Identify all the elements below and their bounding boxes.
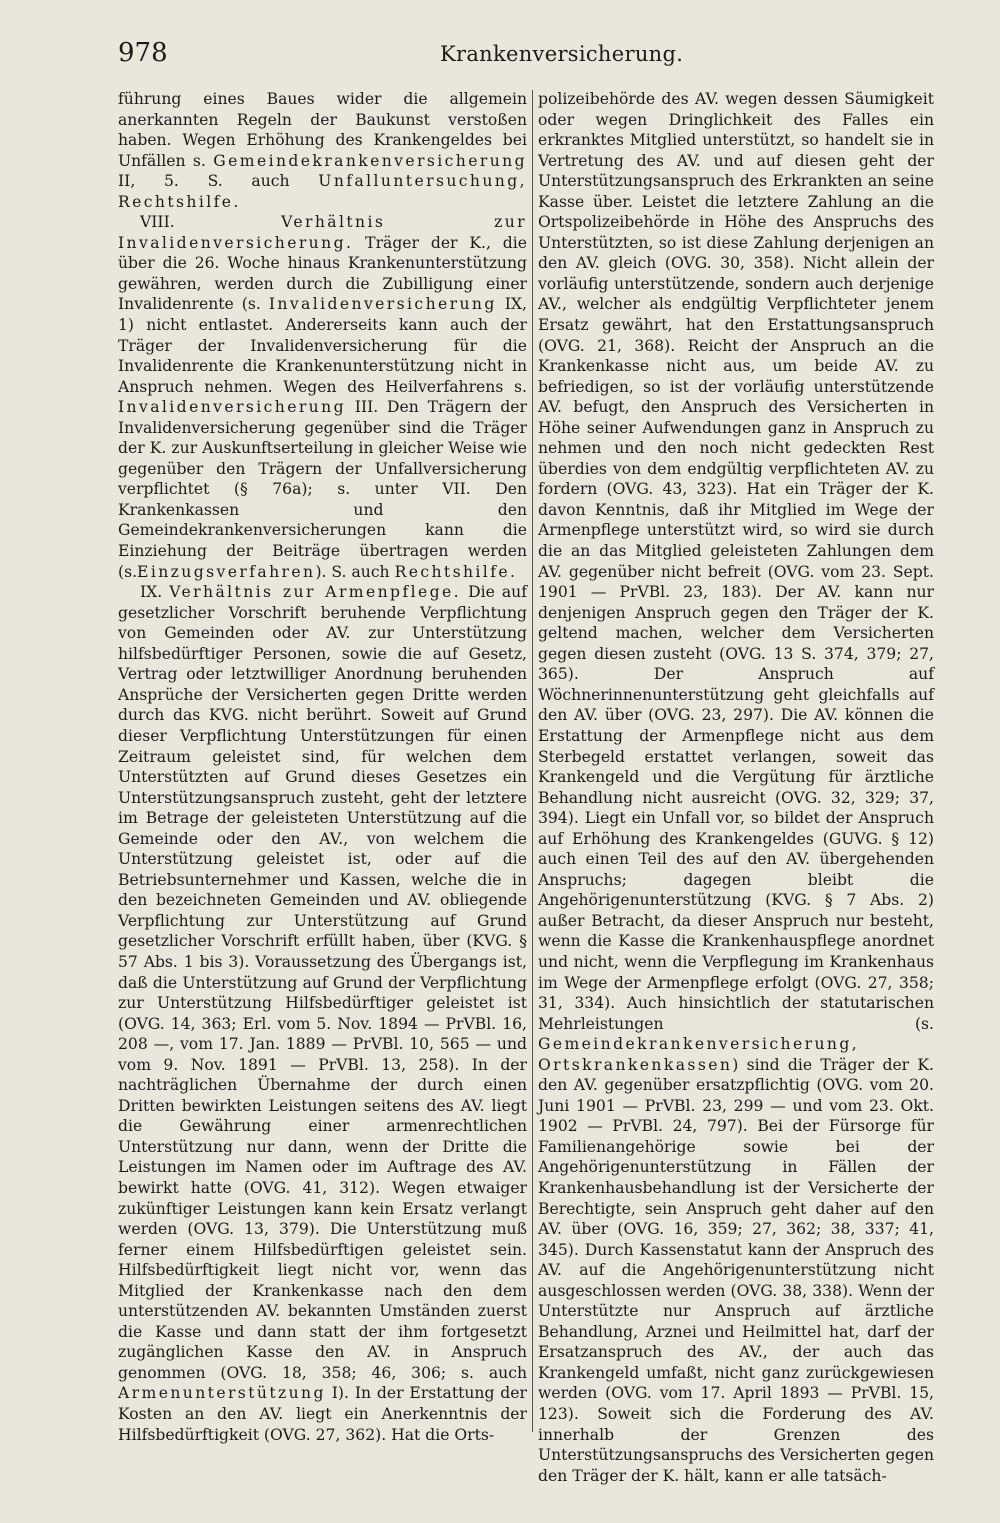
- cross-reference: Einzugsverfahren: [137, 562, 316, 581]
- section-number: IX.: [140, 583, 163, 602]
- cross-reference: Unfalluntersuchung, Rechtshilfe.: [118, 172, 527, 211]
- cross-reference: Invalidenversicherung: [118, 398, 346, 417]
- section-ix: IX. Verhältnis zur Armenpflege. Die auf gesetzlicher Vorschrift beruhende Verpflichtung von Gemeinden oder AV. zur Unterstützung hilfsbedürftiger Personen, sowie die auf Gesetz, Vertrag oder letztwilliger Anordnung beruhenden Ansprüche der Versicherten gegen Dritte werden durch das KVG. nicht berührt. Soweit auf Grund dieser Verpflichtung Unterstützungen für einen Zeitraum geleistet sind, für welchen dem Unterstützten auf Grund dieses Gesetzes ein Unterstützungsanspruch zusteht, geht der letztere im Betrage der geleisteten Unterstützung auf die Gemeinde oder den AV., von welchem die Unterstützung geleistet ist, oder auf die Betriebsunternehmer und Kassen, welche die in den bezeichneten Gemeinden und AV. obliegende Verpflichtung zur Unterstützung auf Grund gesetzlicher Vorschrift erfüllt haben, über (KVG. § 57 Abs. 1 bis 3). Voraussetzung des Übergangs ist, daß die Unterstützung auf Grund der Verpflichtung zur Unterstützung Hilfsbedürftiger geleistet ist (OVG. 14, 363; Erl. vom 5. Nov. 1894 — PrVBl. 16, 208 —, vom 17. Jan. 1889 — PrVBl. 10, 565 — und vom 9. Nov. 1891 — PrVBl. 13, 258). In der nachträglichen Übernahme der durch einen Dritten bewirkten Leistungen seitens des AV. liegt die Gewährung einer armenrechtlichen Unterstützung nur dann, wenn der Dritte die Leistungen im Namen oder im Auftrage des AV. bewirkt hatte (OVG. 41, 312). Wegen etwaiger zukünftiger Leistungen kann kein Ersatz verlangt werden (OVG. 13, 379). Die Unterstützung muß ferner einem Hilfsbedürftigen geleistet sein. Hilfsbedürftigkeit liegt nicht vor, wenn das Mitglied der Krankenkasse nach den dem unterstützenden AV. bekannten Umständen zuerst die Kasse und dann statt der ihm fortgesetzt zugänglichen Kasse den AV. in Anspruch genommen (OVG. 18, 358; 46, 306; s. auch Armenunterstützung I). In der Erstattung der Kosten an den AV. liegt ein Anerkenntnis der Hilfsbedürftigkeit (OVG. 27, 362). Hat die Orts-: [118, 583, 527, 1444]
- paragraph: polizeibehörde des AV. wegen dessen Säumigkeit oder wegen Dringlichkeit des Falles ein erkranktes Mitglied unterstützt, so handelt sie in Vertretung des AV. und auf diesen geht der Unterstützungsanspruch des Erkrankten an seine Kasse über. Leistet die letztere Zahlung an die Ortspolizeibehörde in Höhe des Anspruchs des Unterstützten, so ist diese Zahlung derjenigen an den AV. gleich (OVG. 30, 358). Nicht allein der vorläufig unterstützende, sondern auch derjenige AV., welcher als endgültig Verpflichteter jenem Ersatz gewährt, hat den Erstattungsanspruch (OVG. 21, 368). Reicht der Anspruch an die Krankenkasse nicht aus, um beide AV. zu befriedigen, so ist der vorläufig unterstützende AV. befugt, den Anspruch des Versicherten in Höhe seiner Aufwendungen ganz in Anspruch zu nehmen und den noch nicht gedeckten Rest überdies von dem endgültig verpflichteten AV. zu fordern (OVG. 43, 323). Hat ein Träger der K. davon Kenntnis, daß ihr Mitglied im Wege der Armenpflege unterstützt wird, so wird sie durch die an das Mitglied geleisteten Zahlungen dem AV. gegenüber nicht befreit (OVG. vom 23. Sept. 1901 — PrVBl. 23, 183). Der AV. kann nur denjenigen Anspruch gegen den Träger der K. geltend machen, welcher dem Versicherten gegen diesen zusteht (OVG. 13 S. 374, 379; 27, 365). Der Anspruch auf Wöchnerinnenunterstützung geht gleichfalls auf den AV. über (OVG. 23, 297). Die AV. können die Erstattung der Armenpflege nicht aus dem Sterbegeld erstattet verlangen, soweit das Krankengeld und die Vergütung für ärztliche Behandlung nicht ausreicht (OVG. 32, 329; 37, 394). Liegt ein Unfall vor, so bildet der Anspruch auf Erhöhung des Krankengeldes (GUVG. § 12) auch einen Teil des auf den AV. übergehenden Anspruchs; dagegen bleibt die Angehörigenunterstützung (KVG. § 7 Abs. 2) außer Betracht, da dieser Anspruch nur besteht, wenn die Kasse die Krankenhauspflege anordnet und nicht, wenn die Verpflegung im Krankenhaus im Wege der Armenpflege erfolgt (OVG. 27, 358; 31, 334). Auch hinsichtlich der statutarischen Mehrleistungen (s. Gemeindekrankenversicherung, Ortskrankenkassen) sind die Träger der K. den AV. gegenüber ersatzpflichtig (OVG. vom 20. Juni 1901 — PrVBl. 23, 299 — und vom 23. Okt. 1902 — PrVBl. 24, 797). Bei der Fürsorge für Familienangehörige sowie bei der Angehörigenunterstützung in Fällen der Krankenhausbehandlung ist der Versicherte der Berechtigte, sein Anspruch geht daher auf den AV. über (OVG. 16, 359; 27, 362; 38, 337; 41, 345). Durch Kassenstatut kann der Anspruch des AV. auf die Angehörigenunterstützung nicht ausgeschlossen werden (OVG. 38, 338). Wenn der Unterstützte nur Anspruch auf ärztliche Behandlung, Arznei und Heilmittel hat, darf der Ersatzanspruch des AV., der auch das Krankengeld umfaßt, nicht ganz zurückgewiesen werden (OVG. vom 17. April 1893 — PrVBl. 15, 123). Soweit sich die Forderung des AV. innerhalb der Grenzen des Unterstützungsanspruchs des Versicherten gegen den Träger der K. hält, kann er alle tatsäch-: [538, 90, 934, 1485]
- paragraph: führung eines Baues wider die allgemein anerkannten Regeln der Baukunst verstoßen haben. Wegen Erhöhung des Krankengeldes bei Unfällen s. Gemeindekrankenversicherung II, 5. S. auch Unfalluntersuchung, Rechtshilfe.: [118, 90, 527, 211]
- section-heading: Verhältnis zur Armenpflege.: [169, 583, 461, 602]
- cross-reference: Armenunterstützung: [118, 1384, 326, 1403]
- cross-reference: Invalidenversicherung: [268, 295, 497, 314]
- left-column: [118, 89, 527, 1444]
- cross-reference: Gemeindekrankenversicherung: [213, 151, 527, 170]
- running-head: Krankenversicherung.: [440, 42, 684, 66]
- column-divider: [532, 90, 533, 1432]
- right-column: [538, 89, 934, 1485]
- cross-reference: Gemeindekrankenversicherung, Ortskrankenkassen: [538, 1035, 860, 1074]
- page-number: 978: [118, 38, 168, 68]
- cross-reference: Rechtshilfe.: [394, 562, 518, 581]
- section-viii: VIII. Verhältnis zur Invalidenversicherung. Träger der K., die über die 26. Woche hinaus Krankenunterstützung gewähren, werden durch die Zubilligung einer Invalidenrente (s. Invalidenversicherung IX, 1) nicht entlastet. Andererseits kann auch der Träger der Invalidenversicherung für die Invalidenrente die Krankenunterstützung nicht in Anspruch nehmen. Wegen des Heilverfahrens s. Invalidenversicherung III. Den Trägern der Invalidenversicherung gegenüber sind die Träger der K. zur Auskunftserteilung in gleicher Weise wie gegenüber den Trägern der Unfallversicherung verpflichtet (§ 76a); s. unter VII. Den Krankenkassen und den Gemeindekrankenversicherungen kann die Einziehung der Beiträge übertragen werden (s.Einzugsverfahren). S. auch Rechtshilfe.: [118, 213, 527, 581]
- section-heading: Verhältnis zur Invalidenversicherung.: [118, 213, 527, 252]
- section-number: VIII.: [140, 213, 175, 232]
